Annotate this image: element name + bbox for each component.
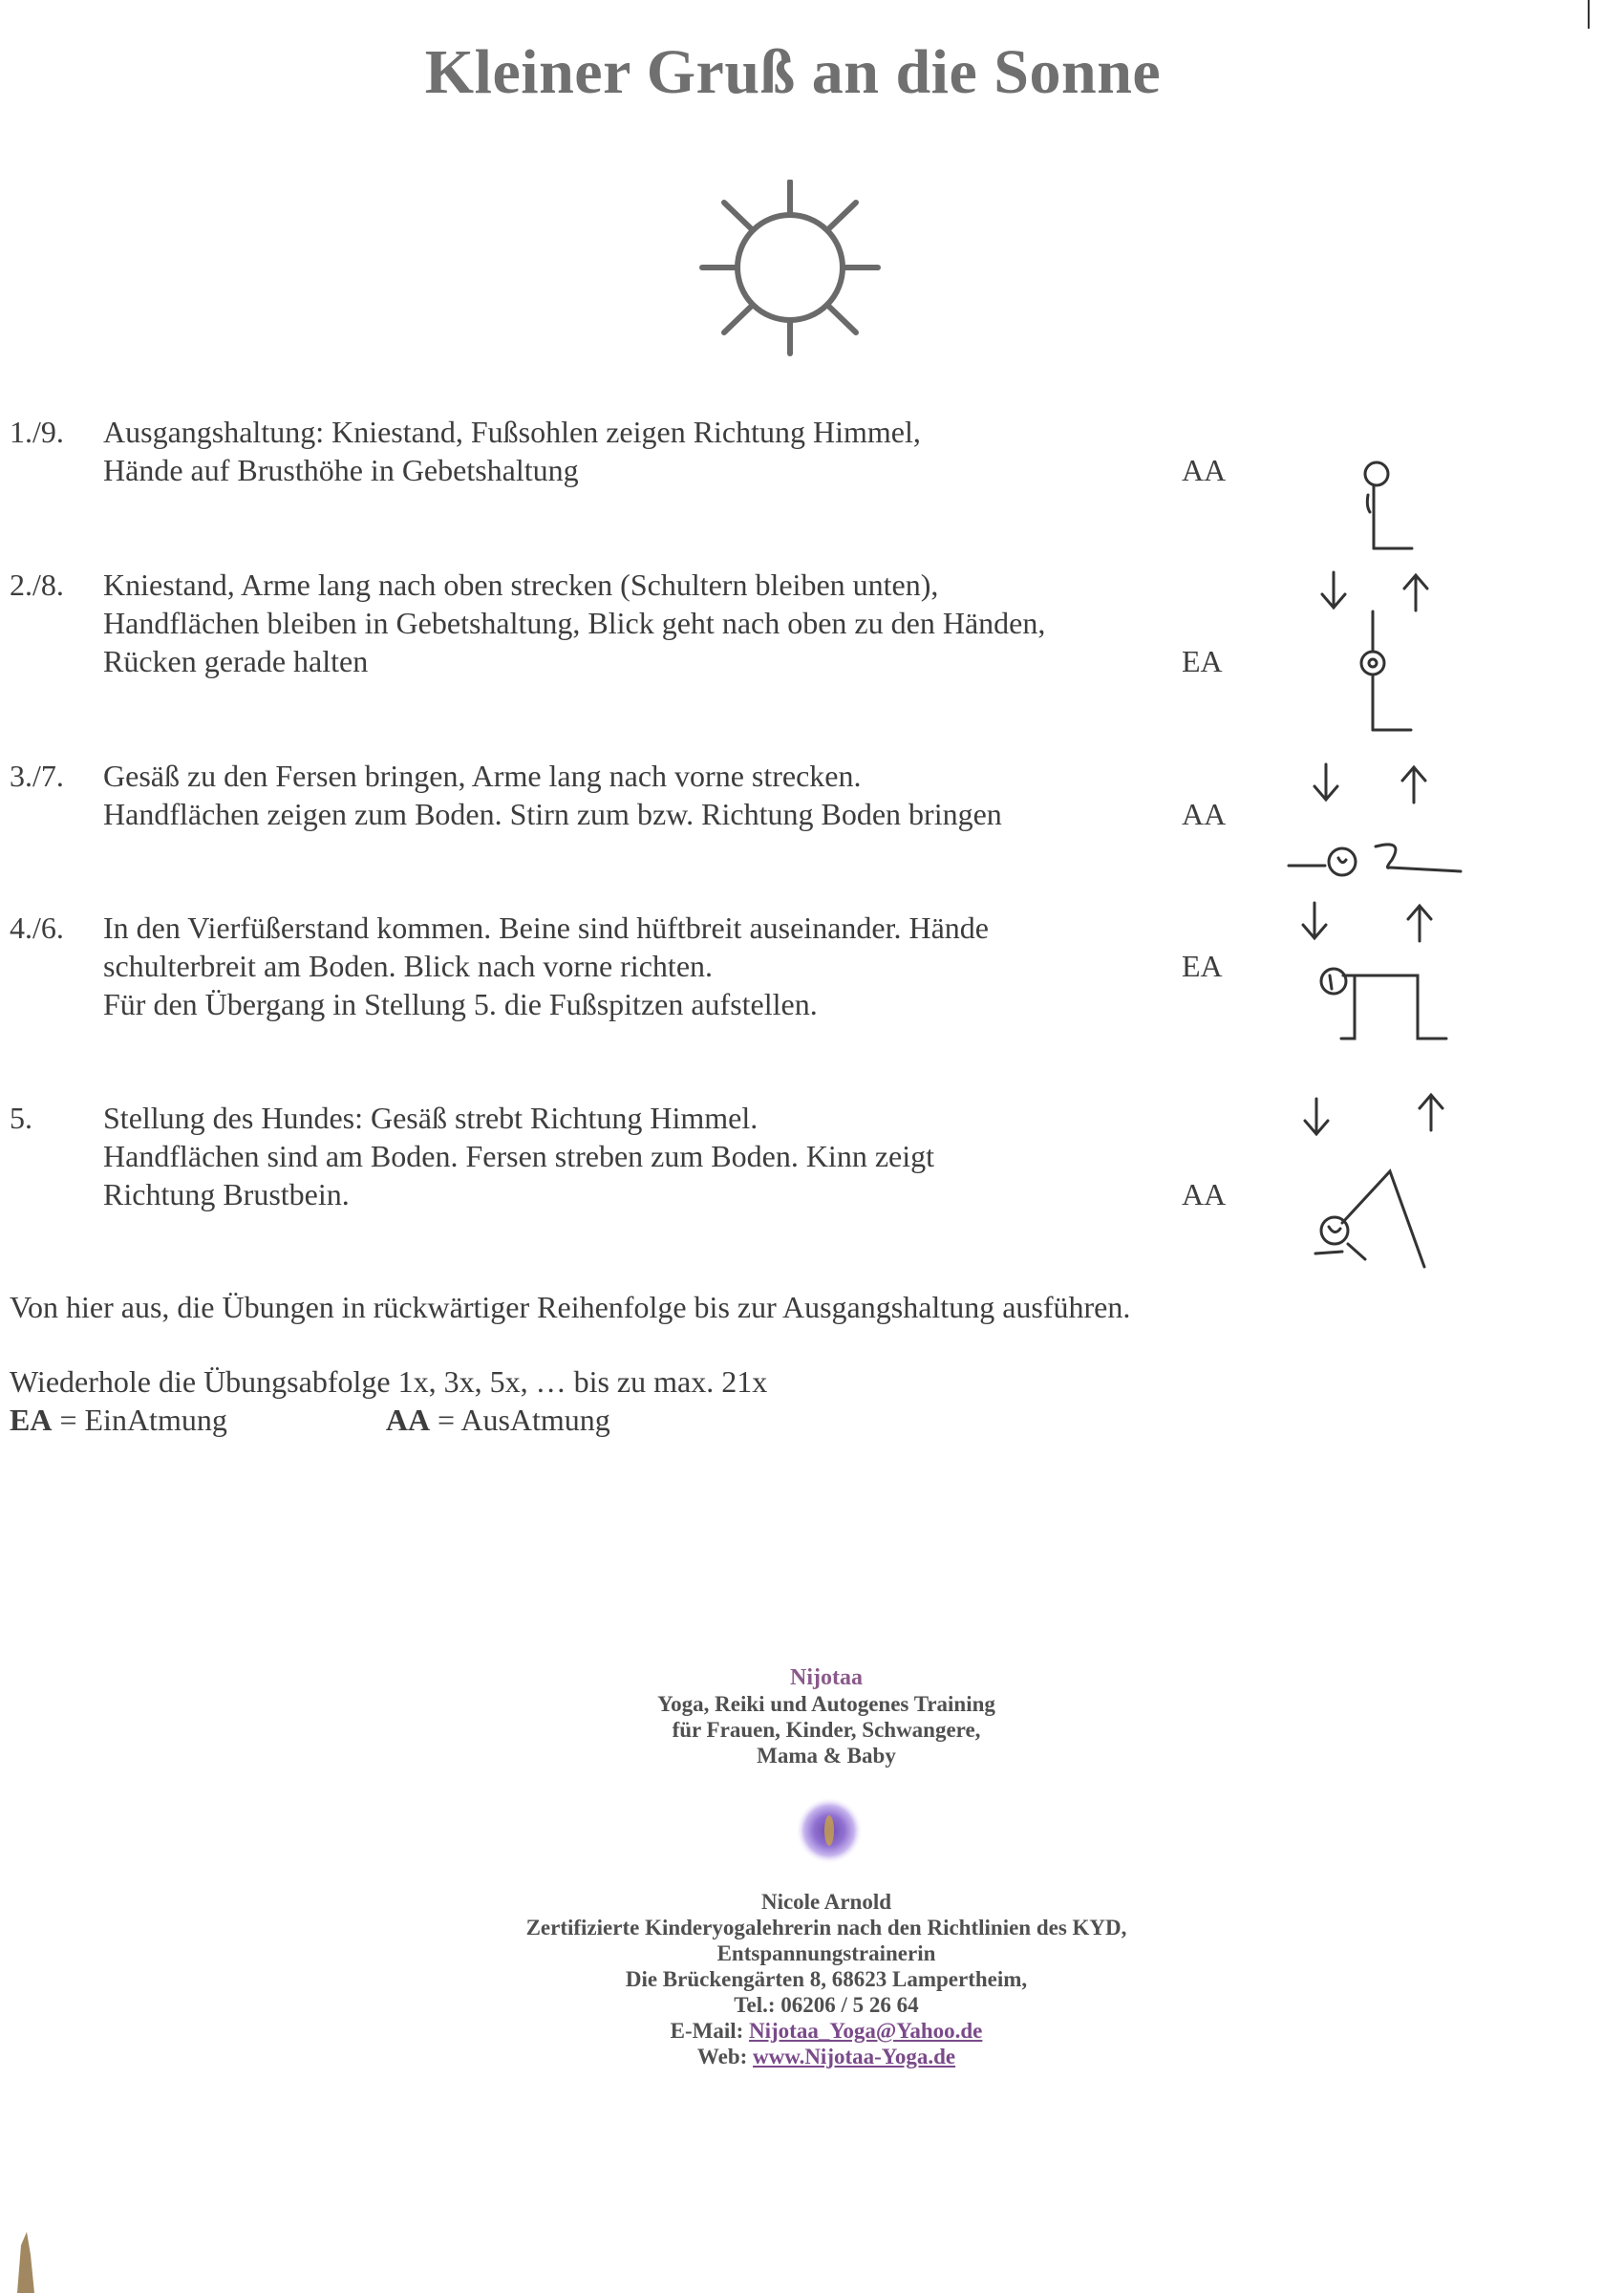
- sun-icon: [699, 180, 881, 356]
- arrow-up-icon: [1412, 1087, 1450, 1145]
- chakra-logo-icon: [795, 1796, 864, 1865]
- step-number: 3./7.: [10, 759, 64, 793]
- step-line: Handflächen zeigen zum Boden. Stirn zum bzw. Richtung Boden bringen: [103, 797, 1002, 831]
- kneeling-arms-up-figure: [1352, 610, 1428, 734]
- step-line: Für den Übergang in Stellung 5. die Fußspitzen aufstellen.: [103, 987, 818, 1021]
- downward-dog-figure: [1314, 1168, 1438, 1277]
- kneeling-prayer-figure: [1357, 457, 1433, 562]
- arrow-down-icon: [1307, 760, 1345, 817]
- child-pose-figure: [1285, 833, 1466, 890]
- web-link[interactable]: www.Nijotaa-Yoga.de: [753, 2045, 956, 2068]
- step-line: Rücken gerade halten: [103, 644, 369, 678]
- credentials-line: Zertifizierte Kinderyogalehrerin nach den Richtlinien des KYD,: [525, 1916, 1127, 1939]
- tagline-line: Mama & Baby: [757, 1744, 896, 1768]
- table-pose-figure: [1316, 960, 1450, 1046]
- legend-aa-text: = AusAtmung: [430, 1403, 610, 1437]
- arrow-up-icon: [1400, 898, 1439, 955]
- legend-ea-text: = EinAtmung: [52, 1403, 227, 1437]
- footer-brand-block: [0, 1665, 1624, 1768]
- step-line: Handflächen bleiben in Gebetshaltung, Blick geht nach oben zu den Händen,: [103, 606, 1046, 640]
- breath-label: EA: [1182, 949, 1223, 983]
- breath-label: AA: [1182, 1177, 1227, 1211]
- step-line: schulterbreit am Boden. Blick nach vorne richten.: [103, 949, 714, 983]
- step-number: 1./9.: [10, 415, 64, 449]
- web-label: Web:: [696, 2045, 754, 2068]
- legend-aa-abbr: AA: [385, 1403, 431, 1437]
- web-line: [0, 2044, 1624, 2069]
- step-line: Kniestand, Arme lang nach oben strecken (Schultern bleiben unten),: [103, 568, 939, 602]
- contact-name: Nicole Arnold: [760, 1890, 892, 1914]
- breath-legend: [10, 1403, 610, 1438]
- phone: Tel.: 06206 / 5 26 64: [734, 1993, 919, 2017]
- step-line: In den Vierfüßerstand kommen. Beine sind hüftbreit auseinander. Hände: [103, 911, 989, 945]
- step-line: Hände auf Brusthöhe in Gebetshaltung: [103, 453, 579, 487]
- arrow-down-icon: [1295, 898, 1334, 955]
- step-line: Ausgangshaltung: Kniestand, Fußsohlen zeigen Richtung Himmel,: [103, 415, 921, 449]
- step-line: Handflächen sind am Boden. Fersen streben zum Boden. Kinn zeigt: [103, 1139, 934, 1173]
- step-number: 5.: [10, 1101, 32, 1135]
- email-line: [0, 2018, 1624, 2044]
- step-line: Gesäß zu den Fersen bringen, Arme lang nach vorne strecken.: [103, 759, 862, 793]
- page-title: Kleiner Gruß an die Sonne: [424, 37, 1162, 107]
- breath-label: AA: [1182, 453, 1227, 487]
- footer-contact-block: [0, 1889, 1624, 2069]
- repeat-note: Wiederhole die Übungsabfolge 1x, 3x, 5x, … bis zu max. 21x: [10, 1364, 768, 1399]
- email-link[interactable]: Nijotaa_Yoga@Yahoo.de: [749, 2019, 983, 2043]
- arrow-down-icon: [1297, 1094, 1336, 1151]
- reverse-order-note: Von hier aus, die Übungen in rückwärtiger Reihenfolge bis zur Ausgangshaltung ausführen.: [10, 1290, 1131, 1324]
- page-edge-mark: [1588, 0, 1590, 29]
- arrow-down-icon: [1314, 568, 1353, 625]
- step-number: 2./8.: [10, 568, 64, 602]
- breath-label: AA: [1182, 797, 1227, 831]
- step-line: Richtung Brustbein.: [103, 1177, 350, 1211]
- brand-name: Nijotaa: [790, 1665, 863, 1690]
- tagline-line: für Frauen, Kinder, Schwangere,: [672, 1718, 981, 1742]
- credentials-line: Entspannungstrainerin: [716, 1941, 936, 1965]
- tagline-line: Yoga, Reiki und Autogenes Training: [657, 1692, 995, 1716]
- legend-ea-abbr: EA: [10, 1403, 53, 1437]
- address: Die Brückengärten 8, 68623 Lampertheim,: [625, 1967, 1028, 1991]
- scan-edge-mark: [13, 2226, 36, 2293]
- step-number: 4./6.: [10, 911, 64, 945]
- email-label: E-Mail:: [670, 2019, 750, 2043]
- step-line: Stellung des Hundes: Gesäß strebt Richtung Himmel.: [103, 1101, 759, 1135]
- arrow-up-icon: [1395, 760, 1433, 817]
- breath-label: EA: [1182, 644, 1223, 678]
